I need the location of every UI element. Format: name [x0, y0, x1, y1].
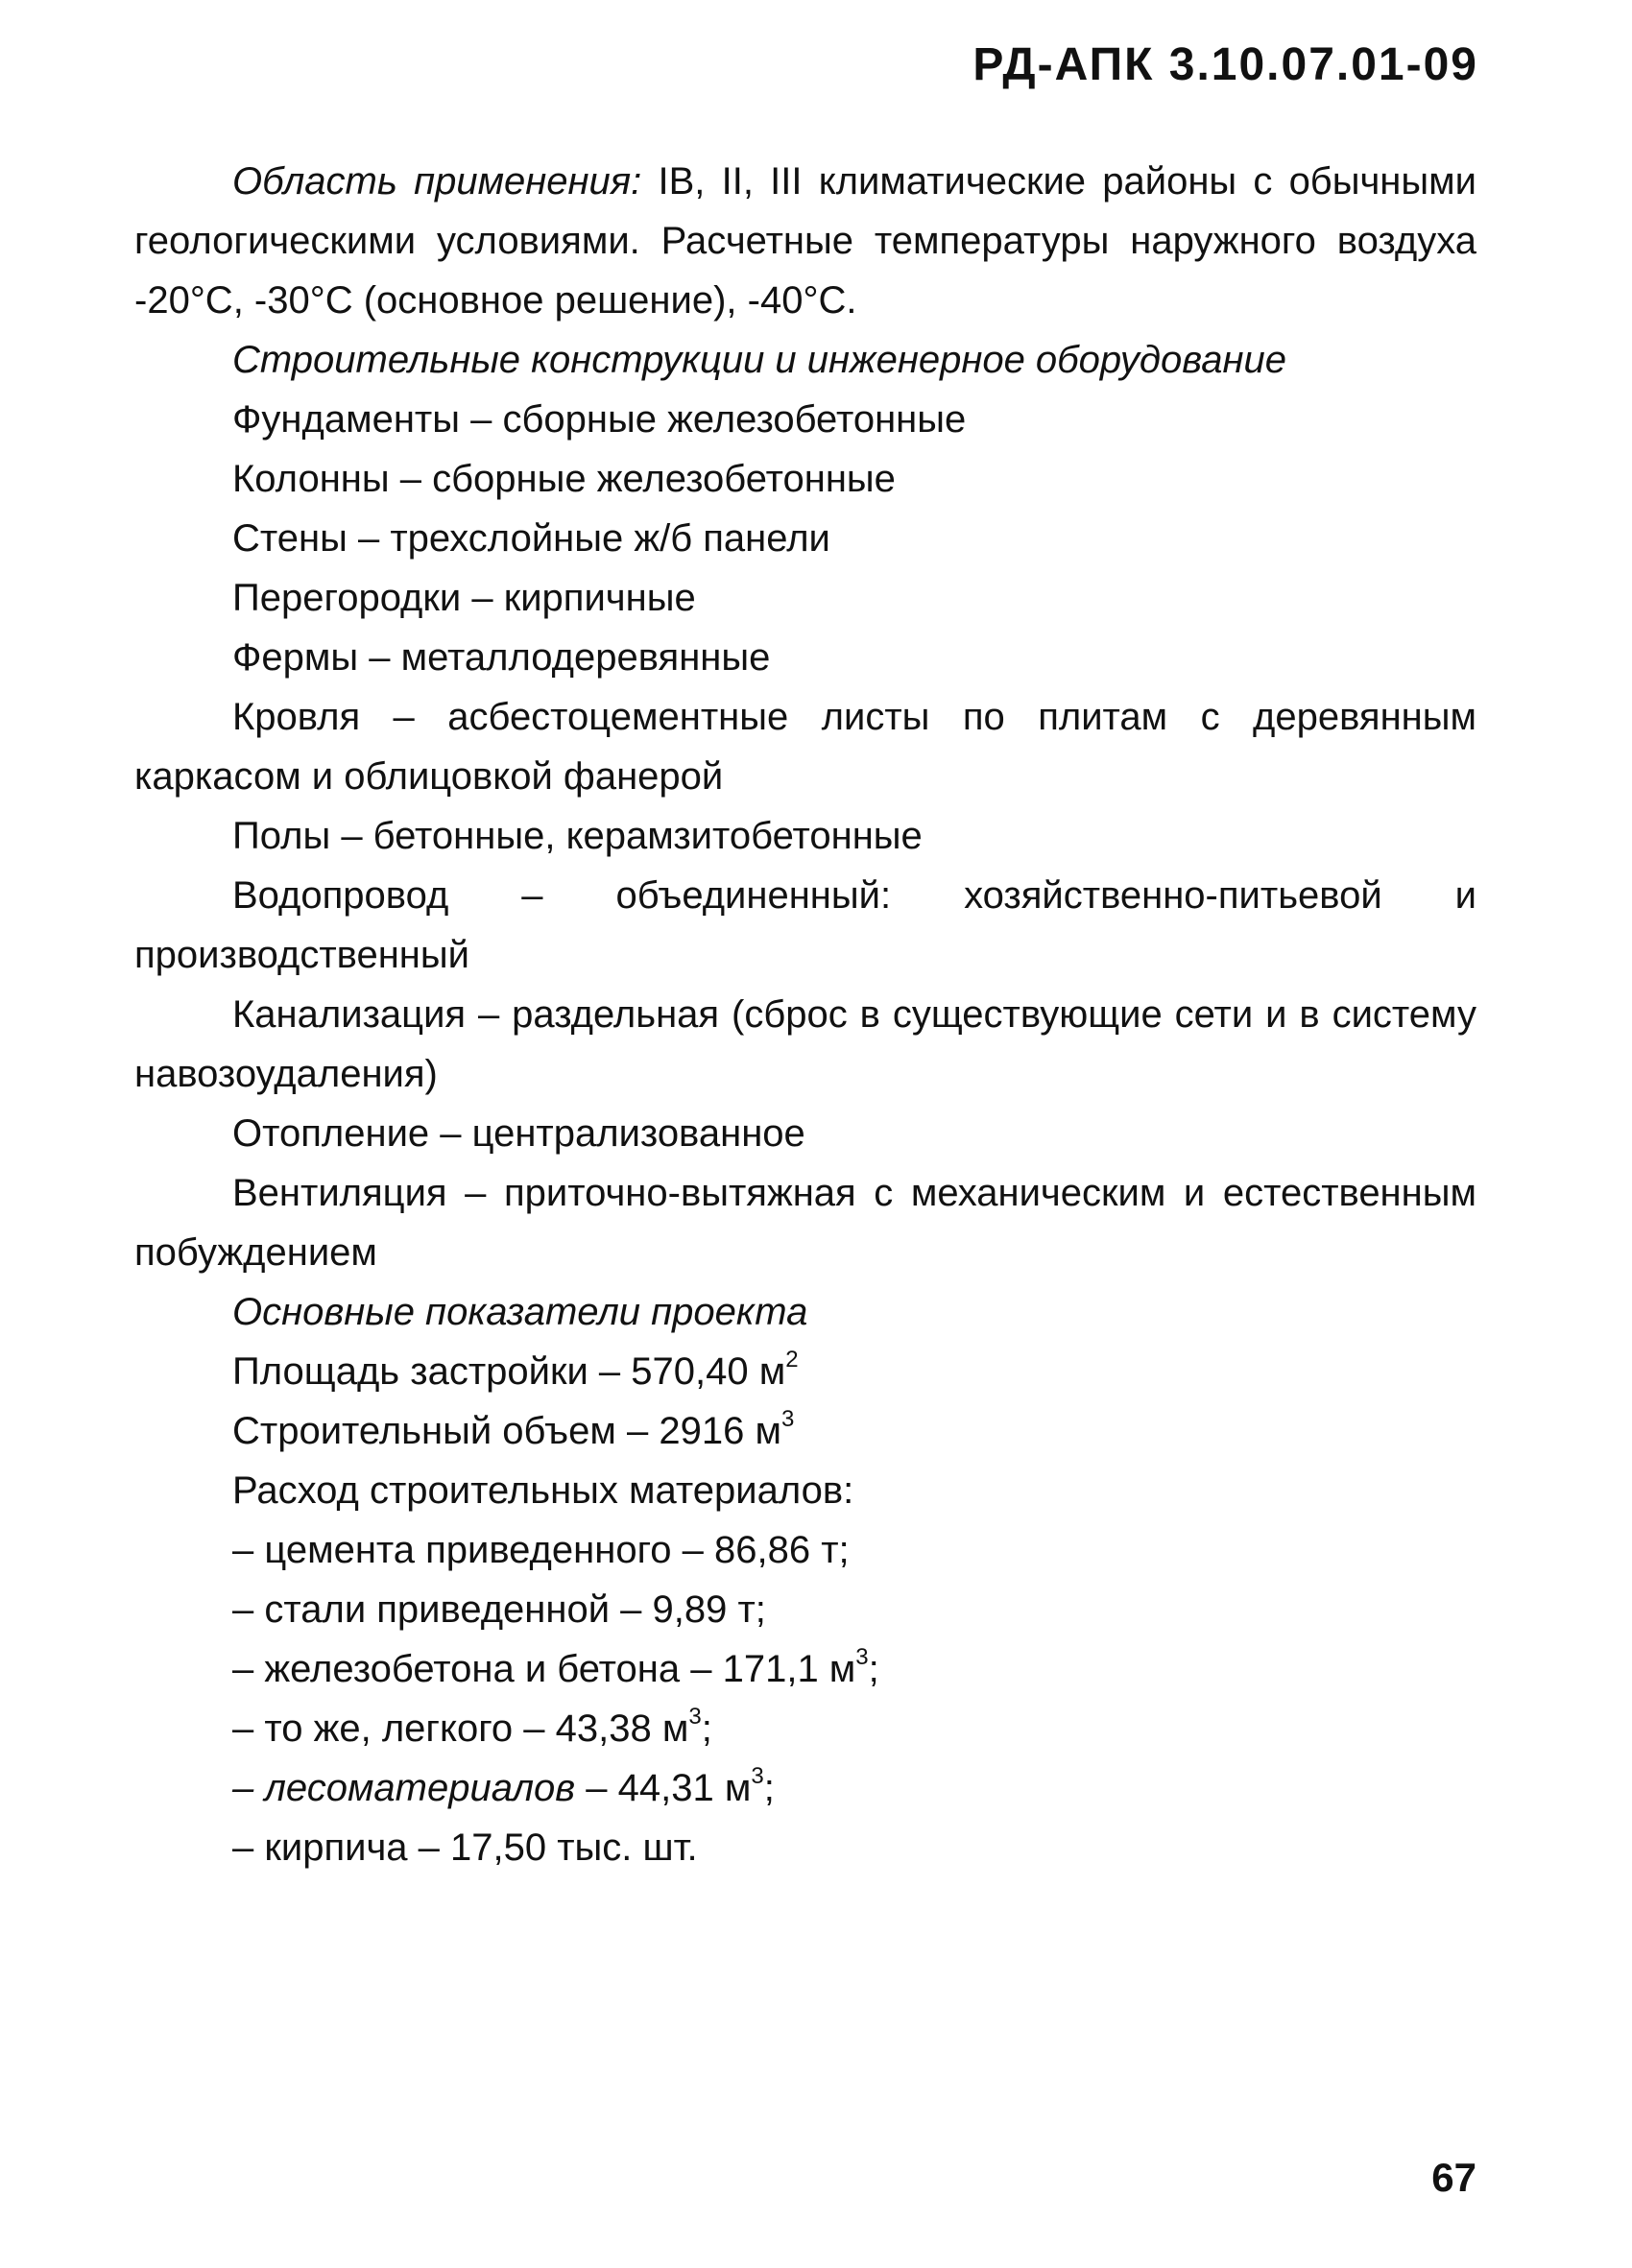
indicator-building-volume-text: Строительный объем – 2916 м: [232, 1410, 781, 1452]
material-steel: – стали приведенной – 9,89 т;: [232, 1588, 766, 1631]
material-brick: – кирпича – 17,50 тыс. шт.: [232, 1826, 698, 1869]
construction-item-ventilation: Вентиляция – приточно-вытяжная с механическим и естественным побуждением: [134, 1172, 1476, 1274]
construction-item-floors: Полы – бетонные, керамзитобетонные: [232, 815, 923, 857]
constructions-heading: Строительные конструкции и инженерное оборудование: [232, 339, 1286, 381]
material-light-concrete-text: – то же, легкого – 43,38 м: [232, 1707, 689, 1750]
construction-item-trusses: Фермы – металлодеревянные: [232, 636, 771, 679]
material-concrete-text: – железобетона и бетона – 171,1 м: [232, 1648, 856, 1690]
material-timber-sup: 3: [751, 1763, 764, 1789]
materials-label: Расход строительных материалов:: [232, 1469, 854, 1512]
construction-item-water-supply: Водопровод – объединенный: хозяйственно-питьевой и производственный: [134, 874, 1476, 976]
construction-item-roof: Кровля – асбестоцементные листы по плитам с деревянным каркасом и облицовкой фанерой: [134, 696, 1476, 798]
material-light-concrete-end: ;: [701, 1707, 712, 1750]
scope-text: IB, II, III климатические районы с обычными геологическими условиями. Расчетные температуры наружного воздуха -20°С, -30°С (основное решение), -40°С.: [134, 160, 1476, 322]
construction-item-sewerage: Канализация – раздельная (сброс в существующие сети и в систему навозоудаления): [134, 993, 1476, 1095]
document-code: РД-АПК 3.10.07.01-09: [972, 39, 1478, 90]
material-timber: [134, 1758, 1476, 1818]
page-number: 67: [1431, 2155, 1476, 2200]
construction-item-walls: Стены – трехслойные ж/б панели: [232, 517, 830, 560]
material-concrete: [134, 1639, 1476, 1699]
material-timber-end: ;: [763, 1767, 775, 1809]
material-timber-label: – лесоматериалов: [232, 1767, 576, 1809]
scope-label: Область применения:: [232, 160, 642, 203]
material-light-concrete: [134, 1699, 1476, 1758]
material-light-concrete-sup: 3: [688, 1704, 702, 1730]
material-timber-text: – 44,31 м: [575, 1767, 752, 1809]
material-concrete-end: ;: [868, 1648, 879, 1690]
page-content: [134, 152, 1476, 1877]
construction-item-columns: Колонны – сборные железобетонные: [232, 458, 896, 500]
indicator-building-area: [134, 1342, 1476, 1401]
material-cement: – цемента приведенного – 86,86 т;: [232, 1529, 850, 1571]
construction-item-partitions: Перегородки – кирпичные: [232, 577, 696, 619]
indicator-building-area-text: Площадь застройки – 570,40 м: [232, 1350, 786, 1393]
material-concrete-sup: 3: [855, 1644, 869, 1670]
construction-item-foundations: Фундаменты – сборные железобетонные: [232, 398, 967, 441]
indicator-building-volume: [134, 1401, 1476, 1461]
scope-paragraph: [134, 152, 1476, 330]
indicator-building-area-sup: 2: [785, 1347, 799, 1373]
indicators-list: [134, 1342, 1476, 1877]
indicator-building-volume-sup: 3: [780, 1406, 795, 1432]
indicators-heading: Основные показатели проекта: [232, 1291, 808, 1333]
construction-item-heating: Отопление – централизованное: [232, 1112, 805, 1155]
